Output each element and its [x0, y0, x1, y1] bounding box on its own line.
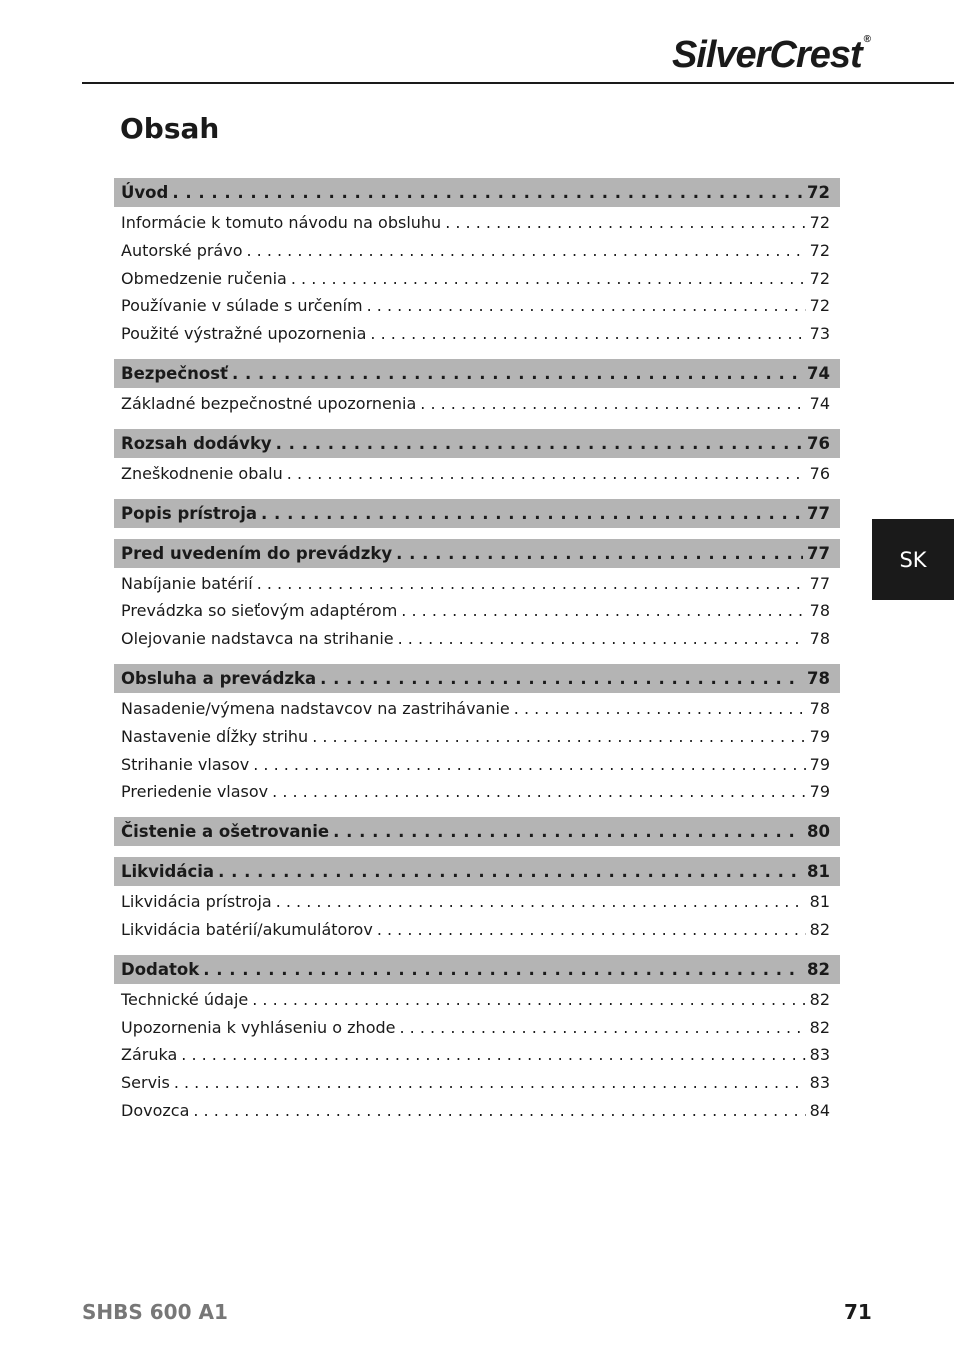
- toc-section-heading[interactable]: [114, 955, 840, 984]
- toc-section-title: Dodatok: [121, 959, 200, 979]
- toc-entry-title: Obmedzenie ručenia: [121, 268, 287, 288]
- toc-leader-dots: [420, 390, 805, 418]
- toc-leader-dots: [174, 1069, 806, 1097]
- toc-entry-title: Likvidácia batérií/akumulátorov: [121, 919, 373, 939]
- toc-entry-page: 82: [809, 919, 830, 939]
- toc-entry[interactable]: [114, 237, 840, 265]
- toc-section-title: Úvod: [121, 183, 169, 202]
- toc-entry-page: 83: [809, 1073, 830, 1093]
- toc-section-title: Bezpečnosť: [121, 363, 228, 383]
- toc-entry[interactable]: [114, 292, 840, 320]
- toc-entry[interactable]: [114, 1097, 840, 1125]
- toc-section-heading[interactable]: [114, 857, 840, 886]
- toc-leader-dots: [287, 460, 806, 488]
- toc-section-page: 76: [807, 433, 830, 453]
- toc-entry-title: Prevádzka so sieťovým adaptérom: [121, 601, 398, 621]
- toc-leader-dots: [193, 1097, 805, 1125]
- toc-leader-dots: [398, 625, 806, 653]
- toc-leader-dots: [377, 916, 806, 944]
- toc-entry[interactable]: [114, 986, 840, 1014]
- toc-section-heading[interactable]: [114, 817, 840, 846]
- footer-model: SHBS 600 A1: [82, 1300, 228, 1324]
- toc-section-page: 81: [807, 862, 830, 882]
- toc-leader-dots: [253, 751, 805, 779]
- toc-entry-page: 78: [809, 698, 830, 718]
- toc-entry-title: Nastavenie dĺžky strihu: [121, 726, 309, 746]
- toc-entry-title: Základné bezpečnostné upozornenia: [121, 393, 417, 413]
- toc-entry-title: Nasadenie/výmena nadstavcov na zastrihávanie: [121, 698, 510, 718]
- toc-section-page: 72: [807, 183, 830, 202]
- toc-entry[interactable]: [114, 1041, 840, 1069]
- toc-section-page: 77: [807, 503, 830, 523]
- toc-entry[interactable]: [114, 570, 840, 598]
- toc-section-heading[interactable]: [114, 664, 840, 693]
- toc-entry-title: Autorské právo: [121, 240, 243, 260]
- toc-entry-title: Používanie v súlade s určením: [121, 296, 363, 316]
- toc-entry-page: 72: [809, 268, 830, 288]
- toc-entry-title: Záruka: [121, 1045, 178, 1065]
- toc-section-page: 77: [807, 543, 830, 563]
- toc-leader-dots: [370, 320, 805, 348]
- toc-section-title: Pred uvedením do prevádzky: [121, 543, 393, 563]
- toc-entry-title: Preriedenie vlasov: [121, 782, 269, 802]
- toc-leader-dots: [312, 723, 805, 751]
- toc-entry[interactable]: [114, 265, 840, 293]
- toc-leader-dots: [172, 178, 803, 207]
- toc-section-page: 78: [807, 668, 830, 688]
- toc-entry-page: 77: [809, 573, 830, 593]
- toc-entry[interactable]: [114, 916, 840, 944]
- toc-leader-dots: [257, 570, 806, 598]
- toc-entry-page: 73: [809, 324, 830, 344]
- toc-leader-dots: [232, 359, 803, 388]
- toc-leader-dots: [261, 499, 803, 528]
- toc-section-heading[interactable]: [114, 429, 840, 458]
- toc-entry[interactable]: [114, 597, 840, 625]
- toc-entry-title: Olejovanie nadstavca na strihanie: [121, 629, 394, 649]
- toc-section-title: Rozsah dodávky: [121, 433, 272, 453]
- toc-entry-page: 76: [809, 463, 830, 483]
- toc-entry[interactable]: [114, 320, 840, 348]
- toc-entry-title: Upozornenia k vyhláseniu o zhode: [121, 1017, 396, 1037]
- toc-section-title: Likvidácia: [121, 862, 215, 882]
- toc-entry-title: Nabíjanie batérií: [121, 573, 253, 593]
- toc-entry-page: 79: [809, 726, 830, 746]
- toc-section-title: Obsluha a prevádzka: [121, 668, 317, 688]
- toc-entry[interactable]: [114, 1069, 840, 1097]
- toc-entry[interactable]: [114, 625, 840, 653]
- toc-entry[interactable]: [114, 888, 840, 916]
- toc-leader-dots: [514, 695, 806, 723]
- toc-entry[interactable]: [114, 460, 840, 488]
- footer-page-number: 71: [844, 1300, 872, 1324]
- toc-entry[interactable]: [114, 390, 840, 418]
- toc-section-title: Čistenie a ošetrovanie: [121, 822, 330, 842]
- toc-section-heading[interactable]: [114, 359, 840, 388]
- toc-leader-dots: [218, 857, 803, 886]
- language-tab: SK: [872, 519, 954, 600]
- toc-leader-dots: [320, 664, 803, 693]
- toc-entry-page: 82: [809, 989, 830, 1009]
- toc-entry-title: Strihanie vlasov: [121, 754, 250, 774]
- toc-section-page: 82: [807, 959, 830, 979]
- brand-name: SilverCrest: [671, 34, 862, 76]
- toc-entry-page: 79: [809, 782, 830, 802]
- toc-leader-dots: [276, 429, 803, 458]
- toc-leader-dots: [333, 817, 803, 846]
- toc-entry-title: Dovozca: [121, 1100, 190, 1120]
- toc-entry-page: 81: [809, 892, 830, 912]
- toc-entry-page: 82: [809, 1017, 830, 1037]
- toc-entry[interactable]: [114, 209, 840, 237]
- toc-entry-page: 83: [809, 1045, 830, 1065]
- toc-entry-title: Použité výstražné upozornenia: [121, 324, 367, 344]
- table-of-contents: [114, 178, 840, 1125]
- toc-leader-dots: [367, 292, 806, 320]
- toc-leader-dots: [445, 209, 805, 237]
- toc-entry[interactable]: [114, 723, 840, 751]
- toc-leader-dots: [246, 237, 805, 265]
- toc-entry[interactable]: [114, 751, 840, 779]
- toc-entry-page: 78: [809, 601, 830, 621]
- toc-section-heading[interactable]: [114, 178, 840, 207]
- toc-entry-page: 78: [809, 629, 830, 649]
- toc-leader-dots: [203, 955, 803, 984]
- page-title: Obsah: [120, 112, 220, 145]
- toc-leader-dots: [396, 539, 803, 568]
- toc-leader-dots: [399, 1014, 805, 1042]
- toc-entry-page: 72: [809, 240, 830, 260]
- toc-entry-page: 84: [809, 1100, 830, 1120]
- header-rule: [82, 82, 954, 84]
- toc-entry-title: Informácie k tomuto návodu na obsluhu: [121, 213, 442, 232]
- toc-entry-page: 79: [809, 754, 830, 774]
- toc-entry-page: 72: [809, 296, 830, 316]
- toc-section-heading[interactable]: [114, 499, 840, 528]
- registered-mark: ®: [863, 34, 870, 45]
- toc-section-page: 80: [807, 822, 830, 842]
- toc-entry-title: Likvidácia prístroja: [121, 892, 272, 912]
- toc-section-heading[interactable]: [114, 539, 840, 568]
- toc-section-page: 74: [807, 363, 830, 383]
- toc-entry-title: Servis: [121, 1073, 170, 1093]
- toc-entry-title: Zneškodnenie obalu: [121, 463, 283, 483]
- toc-entry-title: Technické údaje: [121, 989, 249, 1009]
- toc-leader-dots: [291, 265, 806, 293]
- toc-leader-dots: [252, 986, 805, 1014]
- toc-leader-dots: [272, 778, 806, 806]
- toc-entry-page: 72: [809, 213, 830, 232]
- toc-leader-dots: [181, 1041, 805, 1069]
- toc-entry[interactable]: [114, 695, 840, 723]
- toc-leader-dots: [401, 597, 805, 625]
- toc-section-title: Popis prístroja: [121, 503, 258, 523]
- toc-leader-dots: [276, 888, 806, 916]
- toc-entry[interactable]: [114, 778, 840, 806]
- toc-entry[interactable]: [114, 1014, 840, 1042]
- silvercrest-logo: [672, 34, 870, 77]
- toc-entry-page: 74: [809, 393, 830, 413]
